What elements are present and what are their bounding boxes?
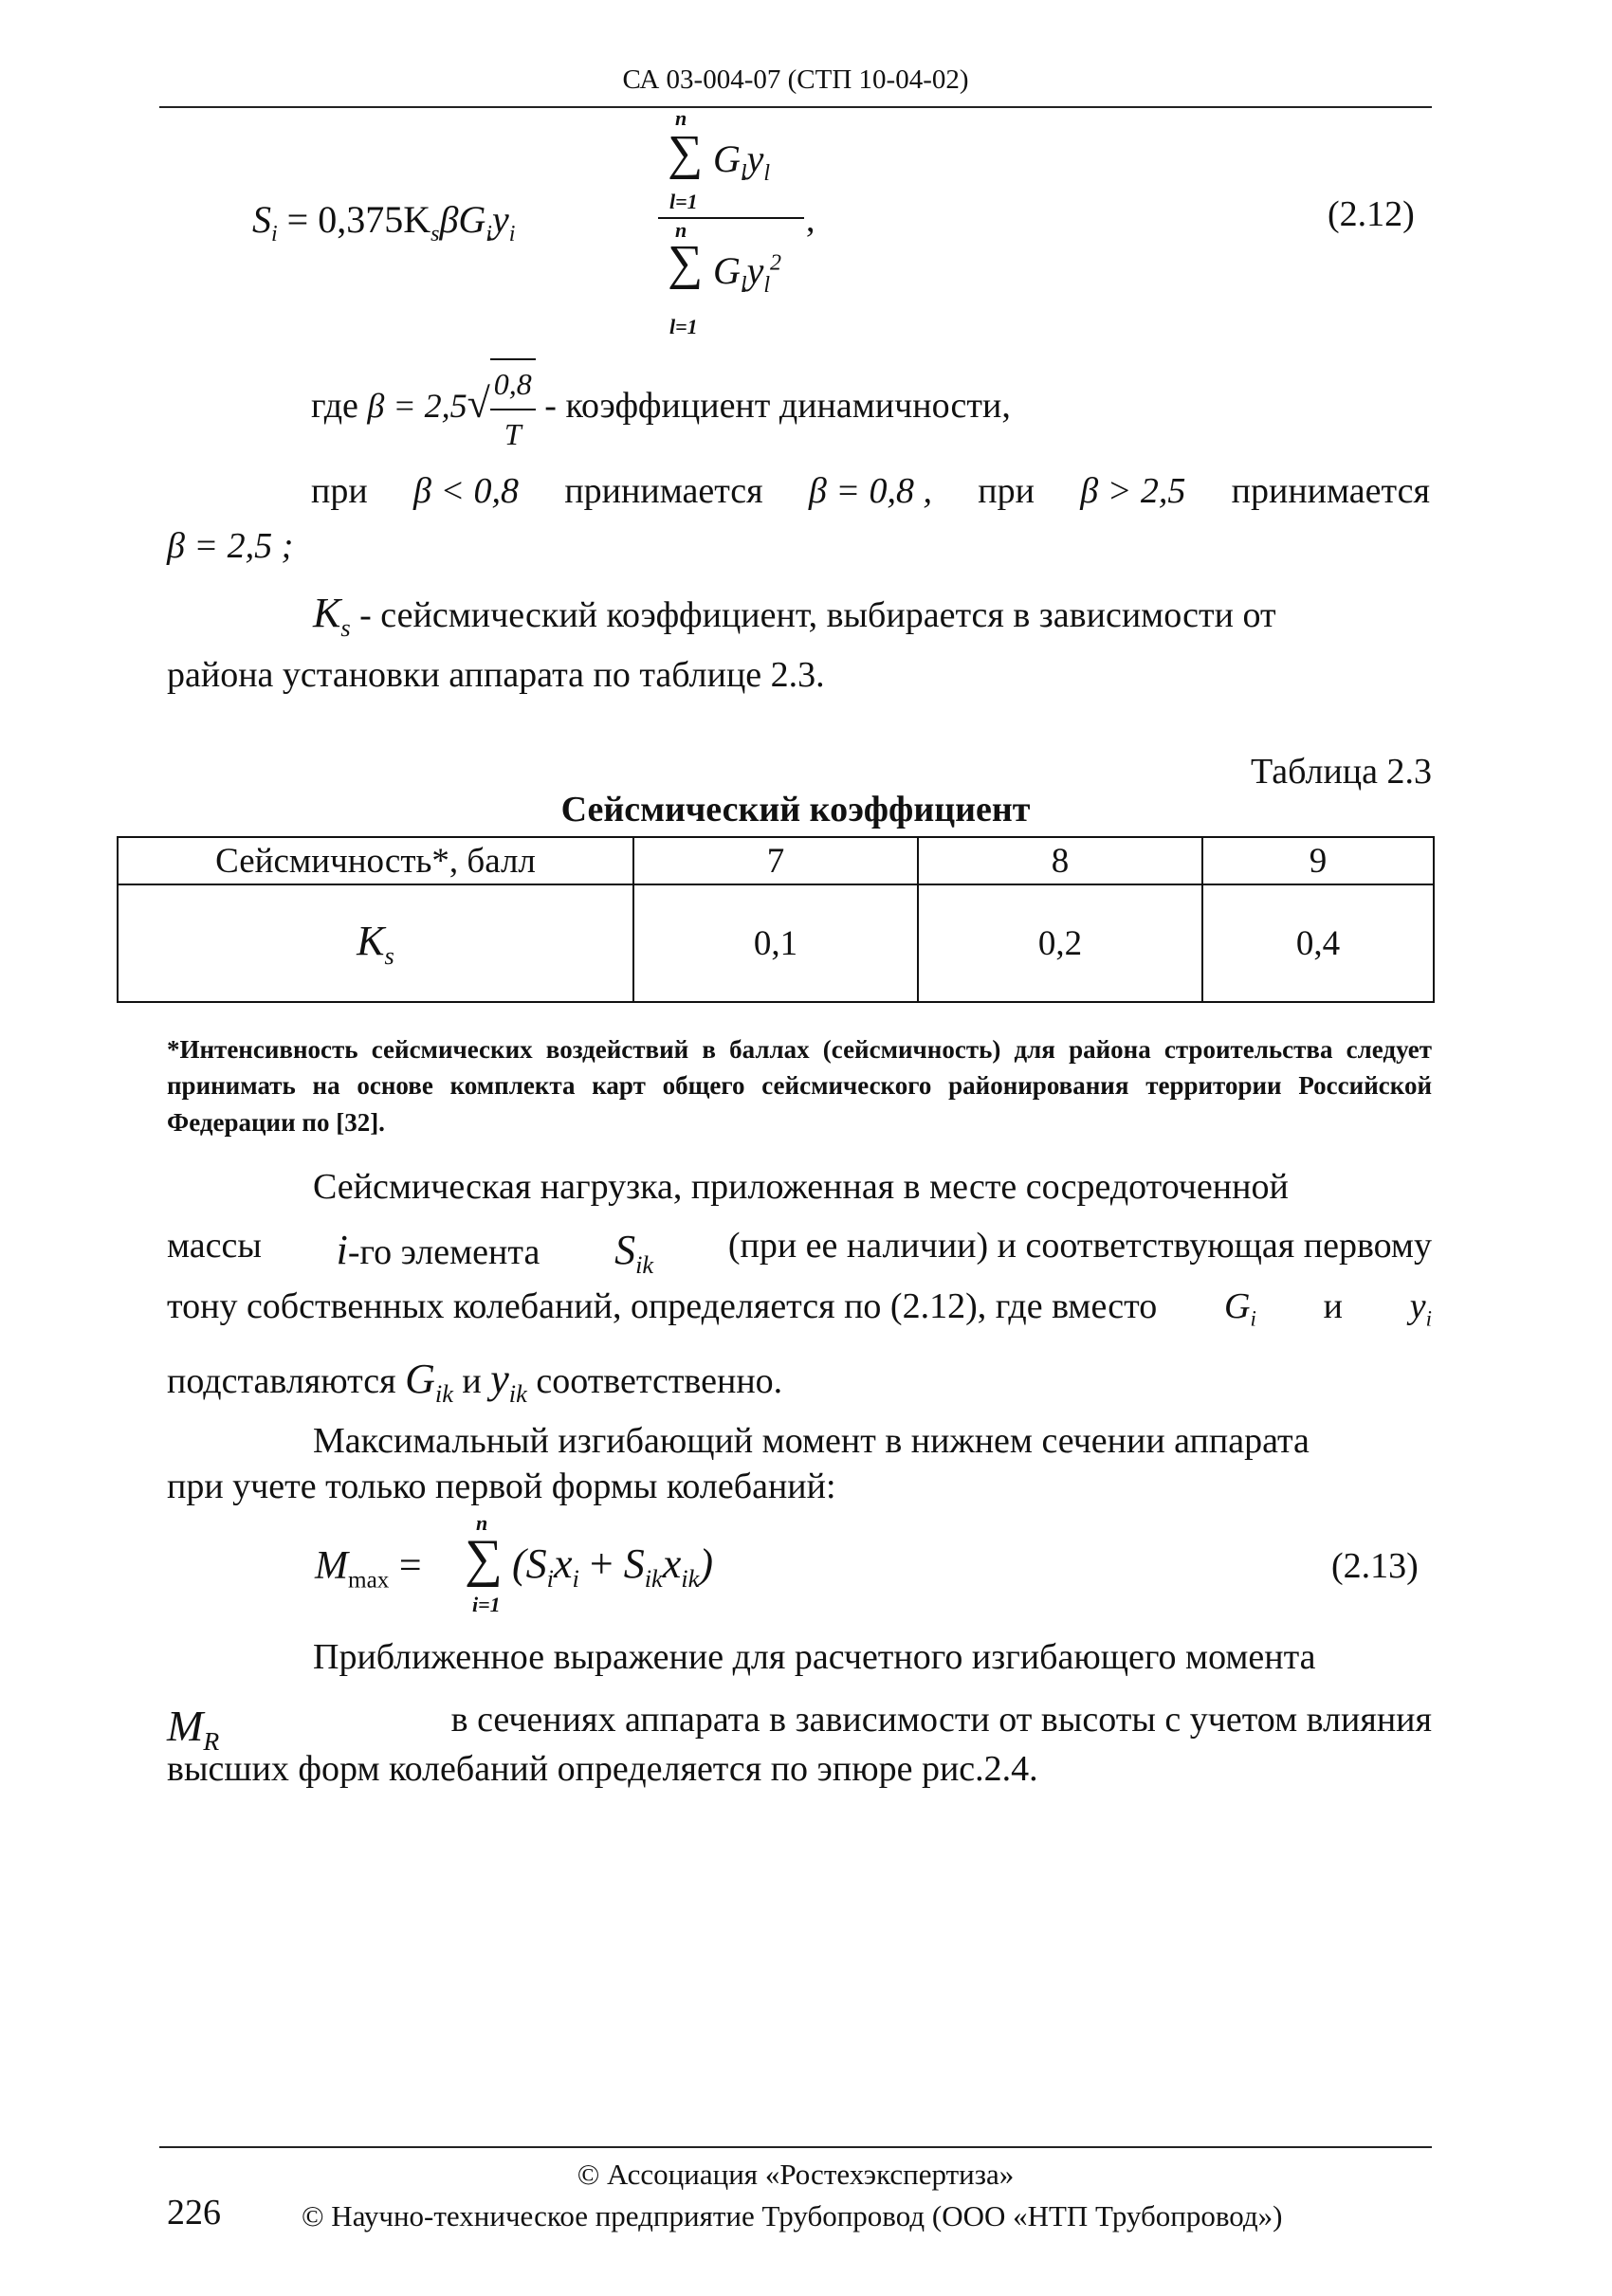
table-cell: 0,4 bbox=[1202, 884, 1434, 1002]
footer-copyright-1: © Ассоциация «Ростехэкспертиза» bbox=[577, 2158, 1015, 2191]
numerator-term: $G_ly_l$ bbox=[713, 137, 770, 186]
table-header-row bbox=[118, 837, 1434, 884]
table-row bbox=[118, 884, 1434, 1002]
table-cell: 0,2 bbox=[918, 884, 1202, 1002]
table-label: Таблица 2.3 bbox=[1250, 752, 1432, 792]
equation-2-13: $M_{max}$ = n ∑ i=1 $(S_ix_i + S_{ik}x_{ik})$ (2.13) bbox=[315, 1511, 1419, 1616]
equation-number: (2.12) bbox=[1328, 194, 1415, 234]
sum-icon: ∑ bbox=[668, 126, 704, 180]
paragraph-line: тону собственных колебаний, определяется по (2.12), где вместо $G_i$ и $y_i$ bbox=[167, 1286, 1432, 1331]
paragraph-line: при учете только первой формы колебаний: bbox=[167, 1467, 836, 1506]
beta-limits-line-2: β = 2,5 ; bbox=[167, 526, 294, 566]
equation-lhs: $M_{max}$ = bbox=[315, 1544, 422, 1594]
equation-lhs: $S_i = 0,375K_s\beta G_iy_i$ bbox=[252, 198, 516, 246]
equation-body: $(S_ix_i + S_{ik}x_{ik})$ bbox=[512, 1540, 713, 1593]
paragraph-line: $M_R$ в сечениях аппарата в зависимости от высоты с учетом влияния bbox=[167, 1700, 1432, 1757]
table-header-cell: Сейсмичность*, балл bbox=[118, 837, 633, 884]
page-number: 226 bbox=[167, 2193, 221, 2232]
sum-icon: ∑ bbox=[668, 236, 704, 290]
sum-icon: ∑ bbox=[465, 1529, 503, 1588]
table-title: Сейсмический коэффициент bbox=[560, 790, 1031, 829]
ks-definition-line-2: района установки аппарата по таблице 2.3. bbox=[167, 655, 825, 695]
beta-definition: где β = 2,5√ $\frac{0,8}{T}$ - коэффициент динамичности, bbox=[311, 358, 1430, 459]
equation-fraction: n ∑ $G_ly_l$ l=1 , n ∑ $G_ly_l^2$ l=1 bbox=[641, 112, 812, 349]
table-row-symbol: $K_s$ bbox=[118, 884, 633, 1002]
table-footnote: *Интенсивность сейсмических воздействий в баллах (сейсмичность) для района строительства следует принимать на основе комплекта карт общего сейсмического районирования территории Российской Федерации по [32]. bbox=[167, 1035, 1432, 1137]
paragraph-line: высших форм колебаний определяется по эпюре рис.2.4. bbox=[167, 1749, 1038, 1789]
table-header-cell: 8 bbox=[918, 837, 1202, 884]
seismic-coefficient-table bbox=[117, 836, 1435, 1003]
paragraph-line: Максимальный изгибающий момент в нижнем сечении аппарата bbox=[313, 1421, 1310, 1461]
paragraph-line: Сейсмическая нагрузка, приложенная в месте сосредоточенной bbox=[313, 1167, 1289, 1207]
table-header-cell: 7 bbox=[633, 837, 918, 884]
equation-2-12 bbox=[252, 106, 1432, 351]
denominator-term: $G_ly_l^2$ bbox=[713, 249, 781, 298]
footer-rule bbox=[159, 2146, 1432, 2148]
paragraph-line: Приближенное выражение для расчетного изгибающего момента bbox=[313, 1637, 1316, 1677]
paragraph-line: массы i-го элемента $S_{ik}$ (при ее наличии) и соответствующая первому bbox=[167, 1226, 1432, 1279]
equation-number: (2.13) bbox=[1331, 1546, 1419, 1586]
table-cell: 0,1 bbox=[633, 884, 918, 1002]
beta-limits-line: при β < 0,8 принимается β = 0,8 , при β > 2,5 принимается bbox=[311, 471, 1430, 511]
paragraph-line: подставляются $G_{ik}$ и $y_{ik}$ соответственно. bbox=[167, 1356, 783, 1408]
ks-definition: $K_s$ - сейсмический коэффициент, выбирается в зависимости от bbox=[313, 590, 1276, 642]
footer-copyright-2: © Научно-техническое предприятие Трубопровод (ООО «НТП Трубопровод») bbox=[302, 2199, 1283, 2232]
table-header-cell: 9 bbox=[1202, 837, 1434, 884]
header-rule bbox=[159, 106, 1432, 108]
sqrt-icon: √ bbox=[467, 379, 490, 427]
document-header: СА 03-004-07 (СТП 10-04-02) bbox=[622, 64, 969, 95]
